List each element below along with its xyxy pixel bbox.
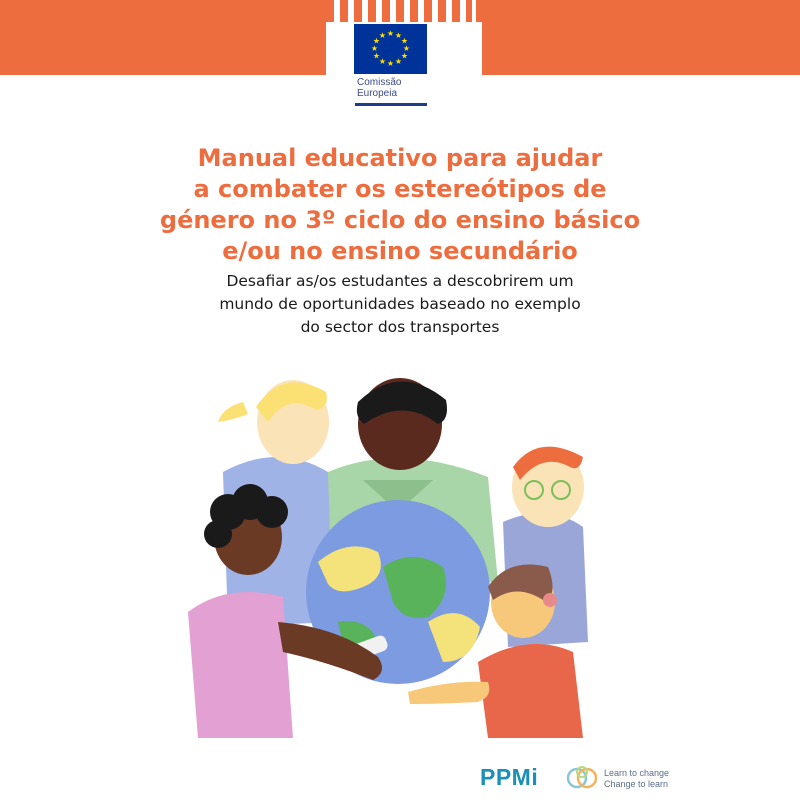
org-name-line1: Comissão	[357, 77, 402, 88]
subtitle-line: do sector dos transportes	[300, 318, 500, 336]
svg-text:★: ★	[372, 36, 381, 46]
svg-text:★: ★	[402, 44, 411, 53]
org-name	[357, 77, 401, 99]
title-line: e/ou no ensino secundário	[222, 237, 578, 265]
svg-text:★: ★	[370, 44, 379, 53]
learn-to-change-line1: Learn to change	[604, 768, 670, 778]
children-around-globe-illustration	[188, 362, 608, 738]
subtitle-line: mundo de oportunidades baseado no exemplo	[219, 295, 581, 313]
svg-text:★: ★	[394, 31, 403, 40]
eu-flag-icon	[354, 24, 427, 74]
svg-text:★: ★	[378, 57, 387, 66]
learn-to-change-logo-icon	[564, 760, 600, 796]
learn-to-change-line2: Change to learn	[604, 779, 669, 789]
svg-text:★: ★	[400, 36, 409, 46]
ec-building-stripes	[326, 0, 482, 22]
org-name-line2: Europeia	[357, 88, 398, 99]
title-line: Manual educativo para ajudar	[197, 144, 603, 172]
svg-text:★: ★	[386, 29, 395, 38]
document-title	[120, 143, 680, 267]
title-line: género no 3º ciclo do ensino básico	[159, 206, 641, 234]
svg-text:★: ★	[372, 51, 381, 61]
svg-text:★: ★	[386, 59, 395, 68]
subtitle-line: Desafiar as/os estudantes a descobrirem um	[226, 272, 574, 290]
org-underline	[355, 103, 427, 106]
svg-text:★: ★	[400, 51, 409, 61]
ppmi-logo: PPMi	[480, 764, 539, 790]
learn-to-change-logo	[604, 768, 669, 790]
document-subtitle	[150, 270, 650, 339]
title-line: a combater os estereótipos de	[193, 175, 607, 203]
svg-text:★: ★	[394, 57, 403, 66]
svg-text:★: ★	[378, 31, 387, 40]
